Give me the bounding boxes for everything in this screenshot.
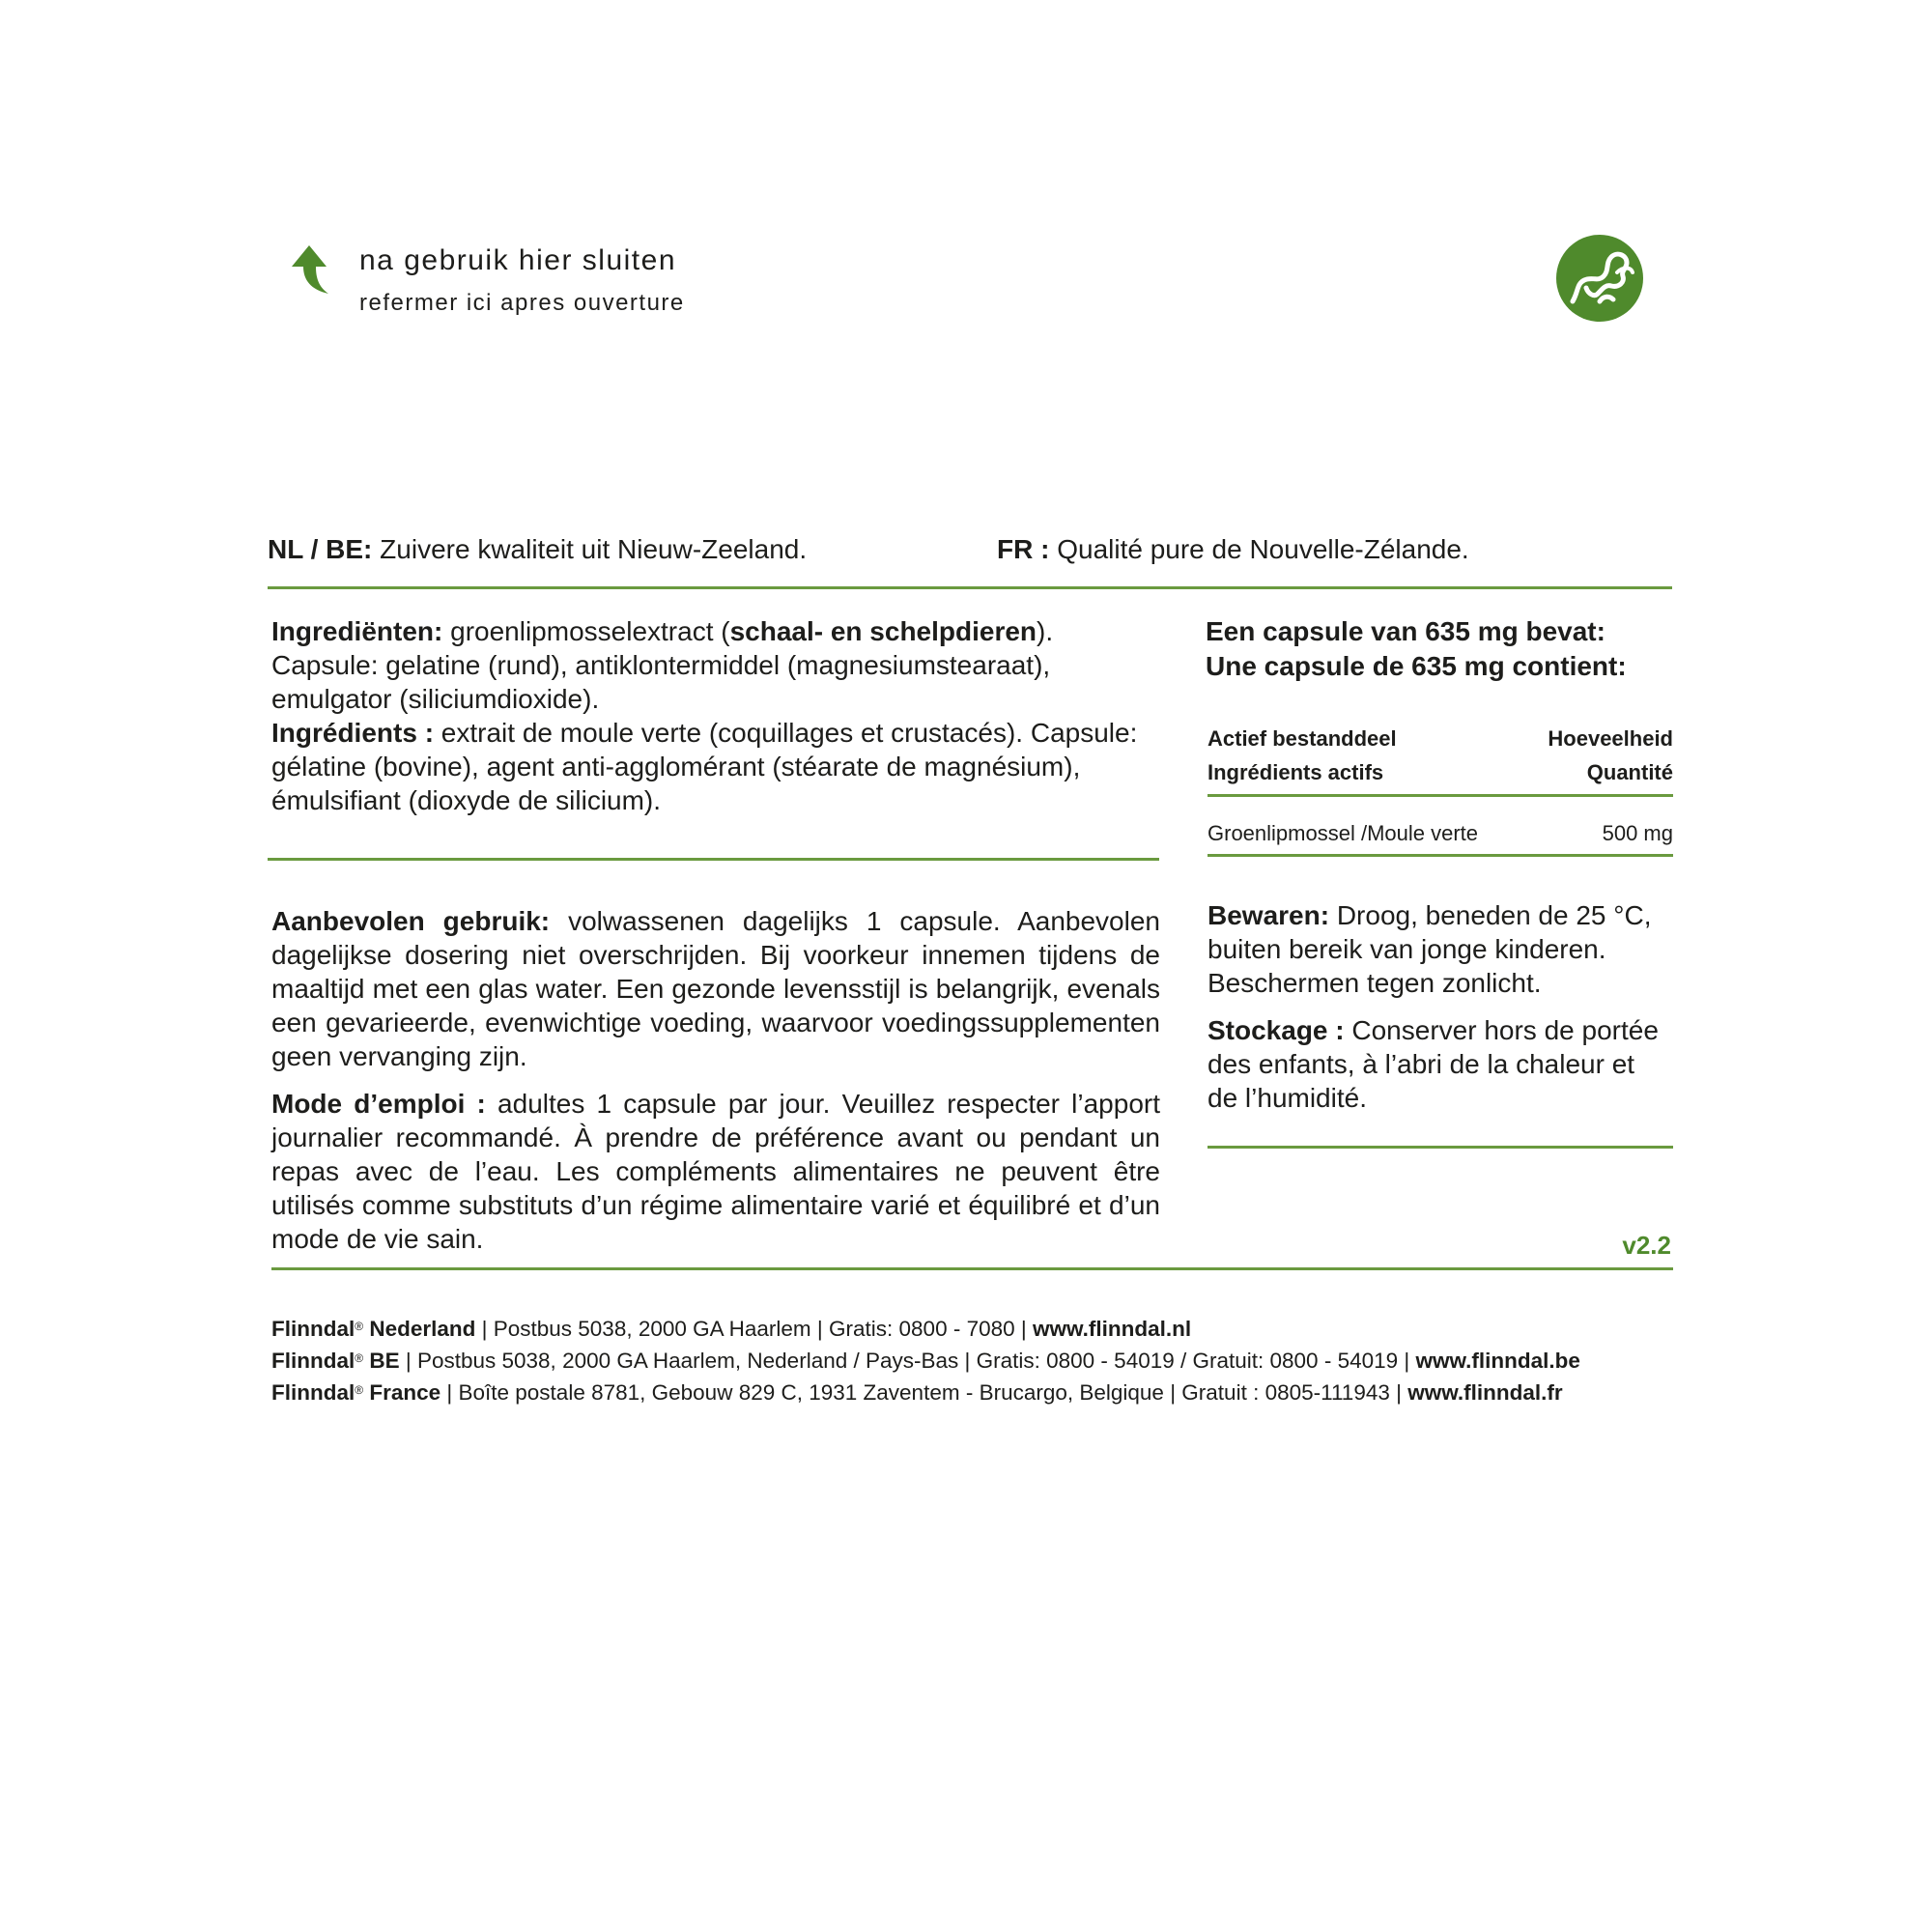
nutrition-header-fr — [1208, 755, 1673, 789]
usage-fr-text: adultes 1 capsule par jour. Veuillez respecter l’apport journalier recommandé. À prendre de préférence avant ou pendant un repas avec de l’eau. Les compléments alimentaires ne peuvent être utilisés comme substituts d’un régime alimentaire varié et équilibré et d’un mode de vie sain. — [271, 1089, 1161, 1254]
intro-nl-text: Zuivere kwaliteit uit Nieuw-Zeeland. — [380, 534, 808, 564]
joint-logo-icon — [1555, 234, 1644, 323]
nutrition-header-rule — [1208, 794, 1673, 797]
storage — [1208, 898, 1671, 1115]
ingredients-fr — [271, 716, 1160, 817]
ingredients-nl-text-2: ). Capsule: gelatine (rund), antiklontermiddel (magnesiumstearaat), emulgator (siliciumdioxide). — [271, 616, 1054, 714]
arrow-up-icon — [290, 243, 328, 296]
version-label: v2.2 — [1622, 1231, 1671, 1260]
footer-address: | Postbus 5038, 2000 GA Haarlem, Nederland / Pays-Bas | Gratis: 0800 - 54019 / Gratuit: 0800 - 54019 | — [399, 1349, 1416, 1373]
storage-nl-label: Bewaren: — [1208, 900, 1330, 930]
usage-fr — [271, 1087, 1160, 1256]
footer-region: BE — [363, 1349, 400, 1373]
footer-url-nl[interactable]: www.flinndal.nl — [1032, 1317, 1192, 1341]
ingredients-nl — [271, 614, 1160, 716]
close-instruction-fr: refermer ici apres ouverture — [359, 290, 685, 316]
divider-ingredients — [268, 858, 1159, 861]
footer-brand: Flinndal — [271, 1317, 355, 1341]
ingredients — [271, 614, 1160, 817]
close-instruction-nl: na gebruik hier sluiten — [359, 244, 677, 276]
storage-fr — [1208, 1013, 1671, 1115]
storage-fr-label: Stockage : — [1208, 1015, 1345, 1045]
nutrition-title — [1206, 614, 1627, 684]
ingredients-nl-text-1: groenlipmosselextract ( — [450, 616, 730, 646]
nutrition-title-nl: Een capsule van 635 mg bevat: — [1206, 616, 1605, 646]
allergen-text: schaal- en schelpdieren — [729, 616, 1037, 646]
storage-nl — [1208, 898, 1671, 1000]
footer-brand: Flinndal — [271, 1380, 355, 1405]
ingredients-nl-label: Ingrediënten: — [271, 616, 443, 646]
col-amount-nl: Hoeveelheid — [1548, 726, 1673, 751]
nutrition-title-fr: Une capsule de 635 mg contient: — [1206, 651, 1627, 681]
divider-storage — [1208, 1146, 1673, 1149]
registered-mark: ® — [355, 1351, 364, 1365]
ingredients-fr-text: extrait de moule verte (coquillages et crustacés). Capsule: gélatine (bovine), agent anti-agglomérant (stéarate de magnésium), émulsifiant (dioxyde de silicium). — [271, 718, 1138, 815]
footer-address: | Boîte postale 8781, Gebouw 829 C, 1931 Zaventem - Brucargo, Belgique | Gratuit : 0805-111943 | — [440, 1380, 1408, 1405]
nutrition-row — [1208, 816, 1673, 850]
intro-fr-label: FR : — [997, 534, 1050, 564]
nutrient-name: Groenlipmossel /Moule verte — [1208, 821, 1479, 845]
divider-footer — [271, 1267, 1673, 1270]
nutrition-table — [1208, 722, 1673, 857]
registered-mark: ® — [355, 1383, 364, 1397]
col-amount-fr: Quantité — [1586, 760, 1673, 784]
footer-address: | Postbus 5038, 2000 GA Haarlem | Gratis: 0800 - 7080 | — [475, 1317, 1033, 1341]
footer-region: France — [363, 1380, 441, 1405]
footer-region: Nederland — [363, 1317, 476, 1341]
intro-fr-text: Qualité pure de Nouvelle-Zélande. — [1057, 534, 1469, 564]
footer-line-be — [271, 1344, 1580, 1376]
footer-line-nl — [271, 1312, 1580, 1344]
registered-mark: ® — [355, 1320, 364, 1333]
col-active-fr: Ingrédients actifs — [1208, 760, 1384, 784]
usage-nl-text: volwassenen dagelijks 1 capsule. Aanbevolen dagelijkse dosering niet overschrijden. Bij voorkeur innemen tijdens de maaltijd met een glas water. Een gezonde levensstijl is belangrijk, evenals een gevarieerde, evenwichtige voeding, waarvoor voedingssupplementen geen vervanging zijn. — [271, 906, 1160, 1071]
intro-nl — [268, 534, 807, 565]
storage-nl-text: Droog, beneden de 25 °C, buiten bereik van jonge kinderen. Beschermen tegen zonlicht. — [1208, 900, 1652, 998]
intro-fr — [997, 534, 1469, 565]
footer-line-fr — [271, 1376, 1580, 1407]
nutrient-amount: 500 mg — [1602, 821, 1673, 845]
footer-url-be[interactable]: www.flinndal.be — [1415, 1349, 1580, 1373]
nutrition-header-nl — [1208, 722, 1673, 755]
footer-brand: Flinndal — [271, 1349, 355, 1373]
footer-url-fr[interactable]: www.flinndal.fr — [1407, 1380, 1563, 1405]
storage-fr-text: Conserver hors de portée des enfants, à l’abri de la chaleur et de l’humidité. — [1208, 1015, 1659, 1113]
divider-top — [268, 586, 1672, 589]
ingredients-fr-label: Ingrédients : — [271, 718, 435, 748]
intro-nl-label: NL / BE: — [268, 534, 373, 564]
usage-nl-label: Aanbevolen gebruik: — [271, 906, 551, 936]
usage-fr-label: Mode d’emploi : — [271, 1089, 486, 1119]
footer — [271, 1312, 1580, 1407]
col-active-nl: Actief bestanddeel — [1208, 726, 1397, 751]
usage-nl — [271, 904, 1160, 1073]
nutrition-row-rule — [1208, 854, 1673, 857]
usage — [271, 904, 1160, 1256]
